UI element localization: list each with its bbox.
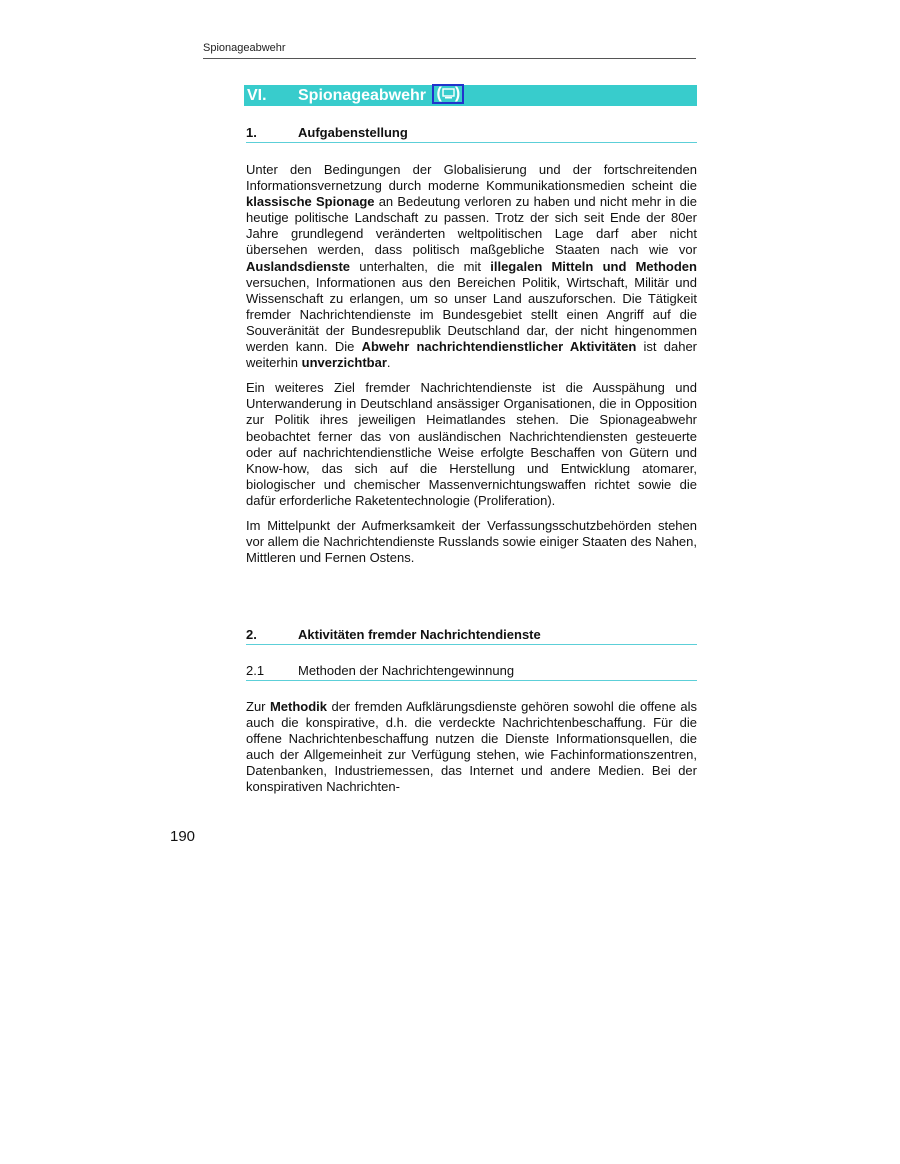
chapter-title-text: Spionageabwehr — [298, 87, 427, 104]
emphasis: unverzichtbar — [301, 355, 387, 371]
section-title: Aktivitäten fremder Nachrichtendienste — [298, 627, 541, 642]
emphasis: klassische Spionage — [246, 194, 375, 210]
chapter-link[interactable] — [432, 84, 464, 104]
text-run: ist daher weiterhin — [246, 339, 698, 371]
chapter-number: VI. — [247, 87, 267, 104]
paragraph-2: Ein weiteres Ziel fremder Nachrichtendienste ist die Ausspähung und Unterwanderung in Deutschland ansässiger Organisationen, die in Opposition zur Politik ihres jeweiligen Heimatlandes stehen. Die Spionageabwehr beobachtet ferner das von ausländischen Nachrichtendiensten gesteuerte oder auf nachrichtendienstliche Weise erfolgte Beschaffen von Gütern und Know-how, das sich auf die Herstellung und Entwicklung atomarer, biologischer und chemischer Massenvernichtungswaffen richtet sowie die dafür erforderliche Raketentechnologie (Proliferation). — [246, 380, 697, 508]
link-close-paren: ) — [454, 84, 461, 102]
section-heading-2 — [246, 627, 697, 645]
text-run: Unter den Bedingungen der Globalisierung und der fortschreitenden Informationsvernetzung durch moderne Kommunikationsmedien scheint die — [246, 162, 697, 194]
text-run: versuchen, Informationen aus den Bereichen Politik, Wirtschaft, Militär und Wissenschaft zu erlangen, um so unser Land auszuforschen. Die Tätigkeit fremder Nachrichtendienste im Bundesgebiet stellt einen Angriff auf die Souveränität der Bundesrepublik Deutschland dar, der nicht hingenommen werden kann. Die — [246, 274, 697, 355]
paragraph-1 — [246, 162, 697, 371]
monitor-icon — [442, 88, 455, 99]
section-heading-2-1 — [246, 663, 697, 681]
section-heading-1 — [246, 125, 697, 143]
body-block-1 — [246, 162, 697, 575]
section-title: Aufgabenstellung — [298, 125, 408, 140]
section-number: 2.1 — [246, 663, 265, 678]
link-open-paren: ( — [436, 84, 442, 102]
text-run: unterhalten, die mit — [350, 258, 491, 274]
text-run: . — [386, 355, 391, 371]
body-block-2 — [246, 699, 697, 805]
text-run: der fremden Aufklärungsdienste gehören sowohl die offene als auch die konspirative, d.h. die verdeckte Nachrichtenbeschaffung. Für die offene Nachrichtenbeschaffung nutzen die Dienste Informationsquellen, die auch der Allgemeinheit zur Verfügung stehen, wie Fachinformationszentren, Datenbanken, Industriemessen, das Internet und andere Medien. Bei der konspirativen Nachrichten- — [246, 699, 697, 795]
text-run: an Bedeutung verloren zu haben und nicht mehr in die heutige politische Landschaft zu passen. Trotz der sich seit Ende der 80er Jahre grundlegend veränderten weltpolitischen Lage darf aber nicht übersehen werden, dass politisch maßgebliche Staaten nach wie vor — [246, 194, 697, 258]
emphasis: Abwehr nachrichtendienstlicher Aktivitäten — [361, 339, 637, 355]
emphasis: Methodik — [269, 699, 328, 714]
chapter-title — [298, 85, 464, 106]
paragraph-3: Im Mittelpunkt der Aufmerksamkeit der Verfassungsschutzbehörden stehen vor allem die Nachrichtendienste Russlands sowie einiger Staaten des Nahen, Mittleren und Fernen Ostens. — [246, 517, 697, 566]
chapter-heading — [244, 85, 697, 106]
section-title: Methoden der Nachrichtengewinnung — [298, 663, 515, 678]
page-number: 190 — [170, 828, 196, 845]
running-head: Spionageabwehr — [203, 42, 696, 59]
emphasis: Auslandsdienste — [246, 258, 351, 274]
paragraph-4 — [246, 699, 697, 796]
section-number: 1. — [246, 125, 257, 140]
section-number: 2. — [246, 627, 257, 642]
text-run: Zur — [246, 699, 270, 714]
emphasis: illegalen Mitteln und Methoden — [490, 258, 697, 274]
